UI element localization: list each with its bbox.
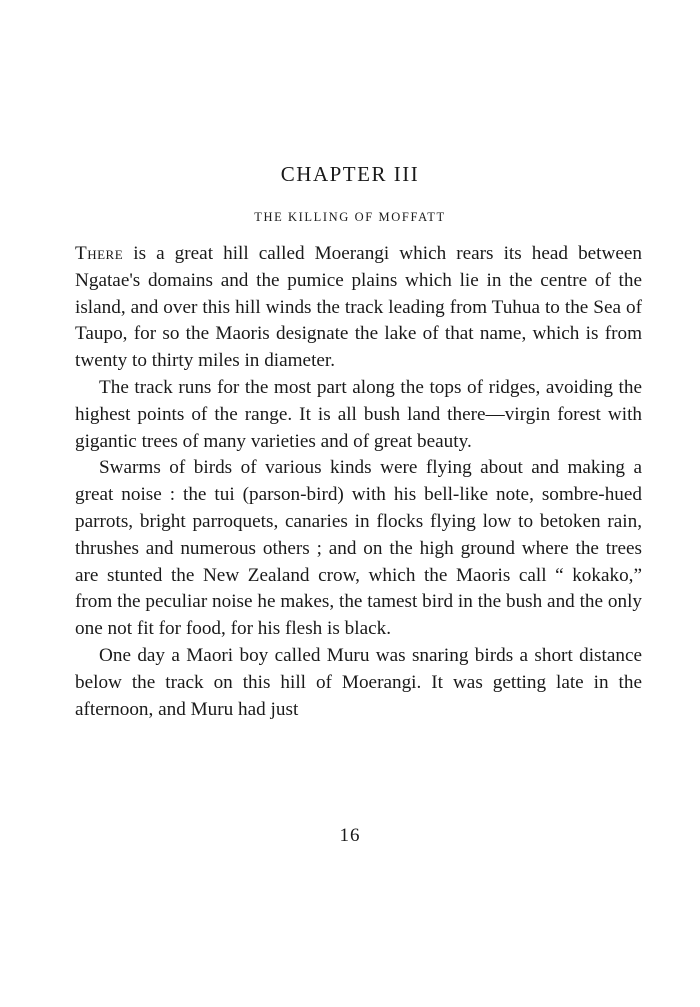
body-text (75, 241, 642, 723)
page-number: 16 (339, 825, 361, 846)
paragraph-text: is a great hill called Moerangi which rears its head between Ngatae's domains and the pumice plains which lie in the centre of the island, and over this hill winds the track leading from Tuhua to the Sea of Taupo, for so the Maoris designate the lake of that name, which is from twenty to thirty miles in diameter. (75, 243, 642, 372)
paragraph-2: The track runs for the most part along the tops of ridges, avoiding the highest points of the range. It is all bush land there—virgin forest with gigantic trees of many varieties and of great beauty. (75, 376, 642, 452)
paragraph-3: Swarms of birds of various kinds were flying about and making a great noise : the tui (parson-bird) with his bell-like note, sombre-hued parrots, bright parroquets, canaries in flocks flying low to betoken rain, thrushes and numerous others ; and on the high ground where the trees are stunted the New Zealand crow, which the Maoris call “ kokako,” from the peculiar noise he makes, the tamest bird in the bush and the only one not fit for food, for his flesh is black. (75, 457, 642, 640)
paragraph-4: One day a Maori boy called Muru was snaring birds a short distance below the track on this hill of Moerangi. It was getting late in the afternoon, and Muru had just (75, 644, 642, 720)
chapter-subtitle: THE KILLING OF MOFFATT (254, 210, 446, 224)
paragraph-lead-word: There (75, 243, 124, 264)
paragraph-1 (75, 241, 642, 375)
chapter-title: CHAPTER III (280, 162, 420, 186)
